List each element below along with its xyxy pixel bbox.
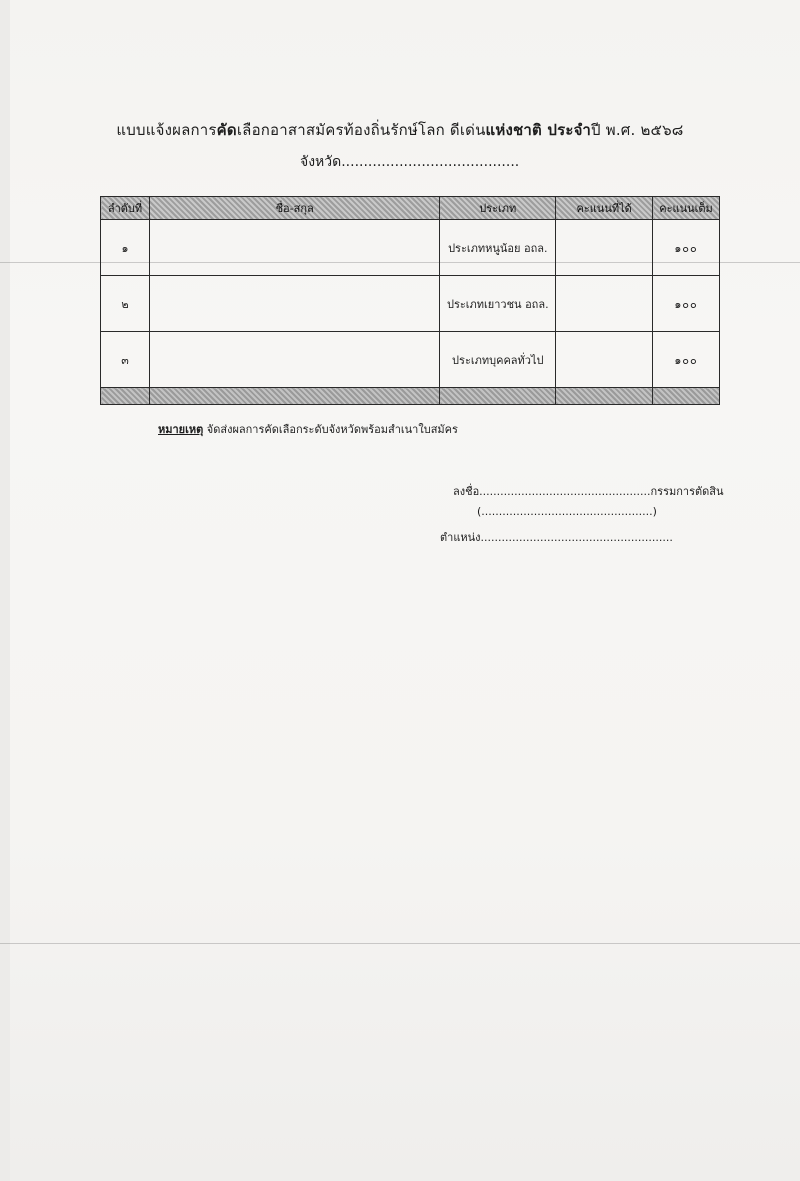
note <box>158 420 458 438</box>
results-table <box>100 196 720 405</box>
table-footer-row <box>101 388 720 405</box>
header-score: คะแนนที่ได้ <box>556 197 653 220</box>
title-text: ปี พ.ศ. ๒๕๖๘ <box>591 121 684 139</box>
signature-line: ลงชื่อ.................................................กรรมการตัดสิน <box>453 485 724 498</box>
row-full-score: ๑๐๐ <box>653 220 720 276</box>
signature-name-line: (.................................................) <box>477 505 657 518</box>
title-text: แบบแจ้งผลการ <box>116 121 217 139</box>
header-no: ลำดับที่ <box>101 197 150 220</box>
table-row <box>101 220 720 276</box>
row-name-cell <box>149 332 439 388</box>
footer-cell <box>556 388 653 405</box>
note-text: จัดส่งผลการคัดเลือกระดับจังหวัดพร้อมสำเนาใบสมัคร <box>203 423 458 436</box>
footer-cell <box>101 388 150 405</box>
table-row <box>101 276 720 332</box>
row-number: ๓ <box>101 332 150 388</box>
row-number: ๒ <box>101 276 150 332</box>
row-full-score: ๑๐๐ <box>653 276 720 332</box>
title-bold-text: คัด <box>216 121 237 139</box>
row-type: ประเภทหนูน้อย อถล. <box>440 220 556 276</box>
table-header-row <box>101 197 720 220</box>
note-label: หมายเหตุ <box>158 423 204 436</box>
province-line: จังหวัด........................................ <box>300 154 520 170</box>
row-score-cell <box>556 332 653 388</box>
position-line: ตำแหน่ง....................................................... <box>440 531 673 544</box>
row-type: ประเภทเยาวชน อถล. <box>440 276 556 332</box>
row-score-cell <box>556 220 653 276</box>
footer-cell <box>653 388 720 405</box>
row-name-cell <box>149 276 439 332</box>
row-name-cell <box>149 220 439 276</box>
table-row <box>101 332 720 388</box>
header-full-score: คะแนนเต็ม <box>653 197 720 220</box>
row-number: ๑ <box>101 220 150 276</box>
header-name: ชื่อ-สกุล <box>149 197 439 220</box>
footer-cell <box>440 388 556 405</box>
footer-cell <box>149 388 439 405</box>
row-type: ประเภทบุคคลทั่วไป <box>440 332 556 388</box>
document-title <box>0 118 800 142</box>
document-page <box>10 0 800 1181</box>
row-full-score: ๑๐๐ <box>653 332 720 388</box>
title-bold-text: แห่งชาติ ประจำ <box>485 121 592 139</box>
title-text: เลือกอาสาสมัครท้องถิ่นรักษ์โลก ดีเด่น <box>236 121 486 139</box>
header-type: ประเภท <box>440 197 556 220</box>
row-score-cell <box>556 276 653 332</box>
fold-line <box>0 943 800 944</box>
